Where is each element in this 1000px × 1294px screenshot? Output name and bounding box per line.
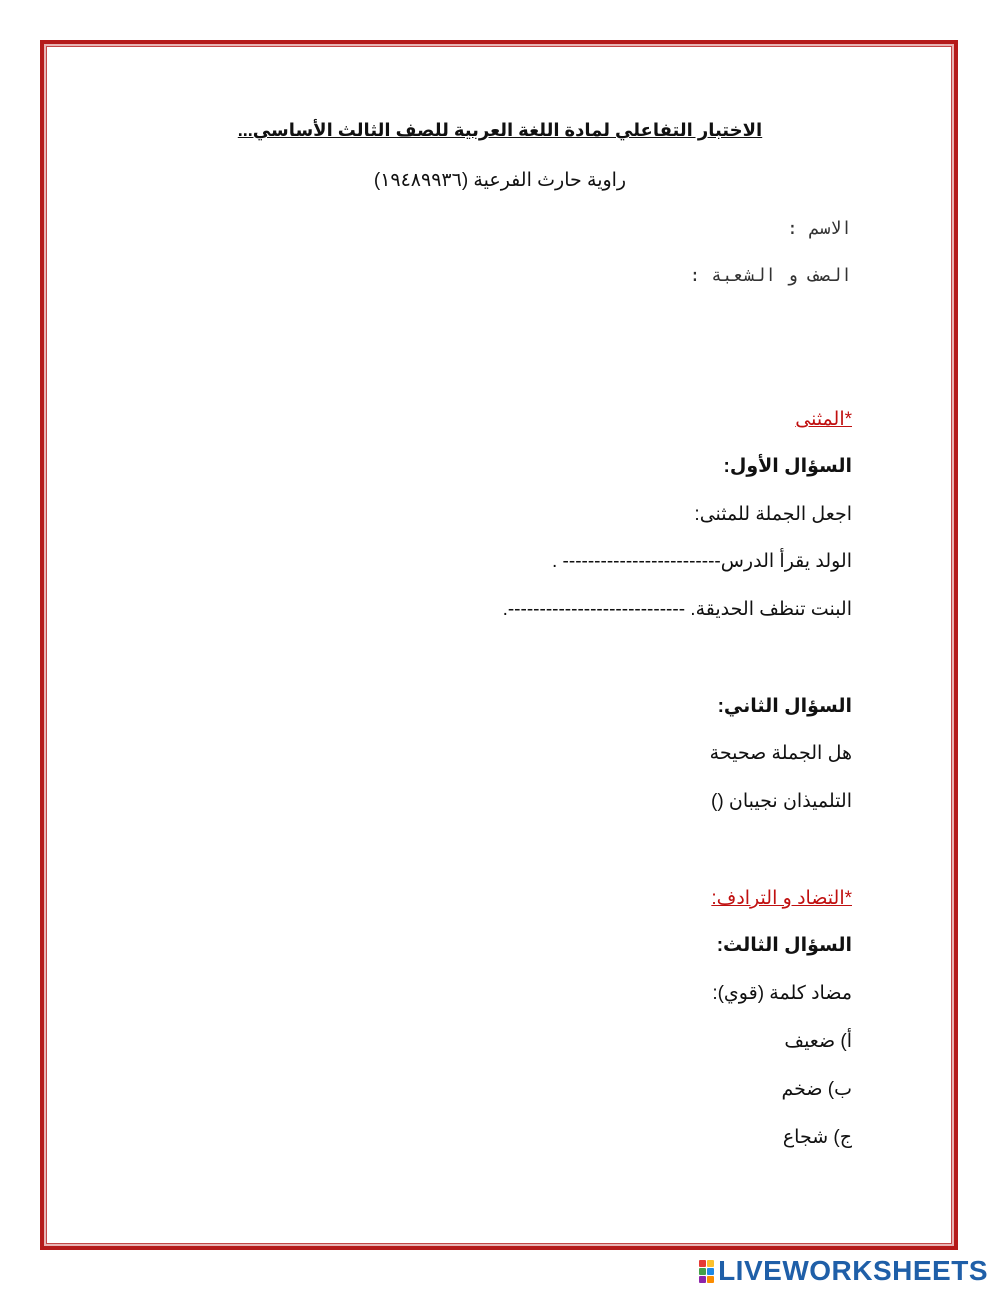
answer-option-b: ب) ضخم — [781, 1079, 852, 1100]
question-1-instruction: اجعل الجملة للمثنى: — [694, 504, 852, 525]
question-2-title: السؤال الثاني: — [717, 696, 852, 717]
class-section-label: الصف و الشعبة : — [689, 265, 852, 286]
section-heading-dual: *المثنى — [795, 409, 852, 430]
liveworksheets-logo-icon — [699, 1260, 714, 1283]
question-2-sentence: التلميذان نجيبان () — [711, 791, 852, 812]
question-1-sentence-1: الولد يقرأ الدرس------------------------- . — [551, 551, 852, 572]
worksheet-title: الاختبار التفاعلي لمادة اللغة العربية للصف الثالث الأساسي... — [237, 120, 763, 140]
question-3-instruction: مضاد كلمة (قوي): — [712, 983, 852, 1004]
liveworksheets-logo — [699, 1255, 988, 1287]
question-3-title: السؤال الثالث: — [716, 935, 852, 956]
logo-text: LIVEWORKSHEETS — [718, 1255, 988, 1286]
section-heading-antonyms: *التضاد و الترادف: — [711, 888, 852, 909]
question-1-title: السؤال الأول: — [723, 456, 852, 477]
name-label: الاسم : — [786, 218, 852, 239]
question-2-instruction: هل الجملة صحيحة — [709, 743, 852, 764]
answer-option-c: ج) شجاع — [782, 1127, 852, 1148]
author-line: راوية حارث الفرعية (١٩٤٨٩٩٣٦) — [373, 170, 627, 191]
question-1-sentence-2: البنت تنظف الحديقة. ----------------------------. — [502, 599, 852, 620]
answer-option-a: أ) ضعيف — [784, 1031, 852, 1052]
